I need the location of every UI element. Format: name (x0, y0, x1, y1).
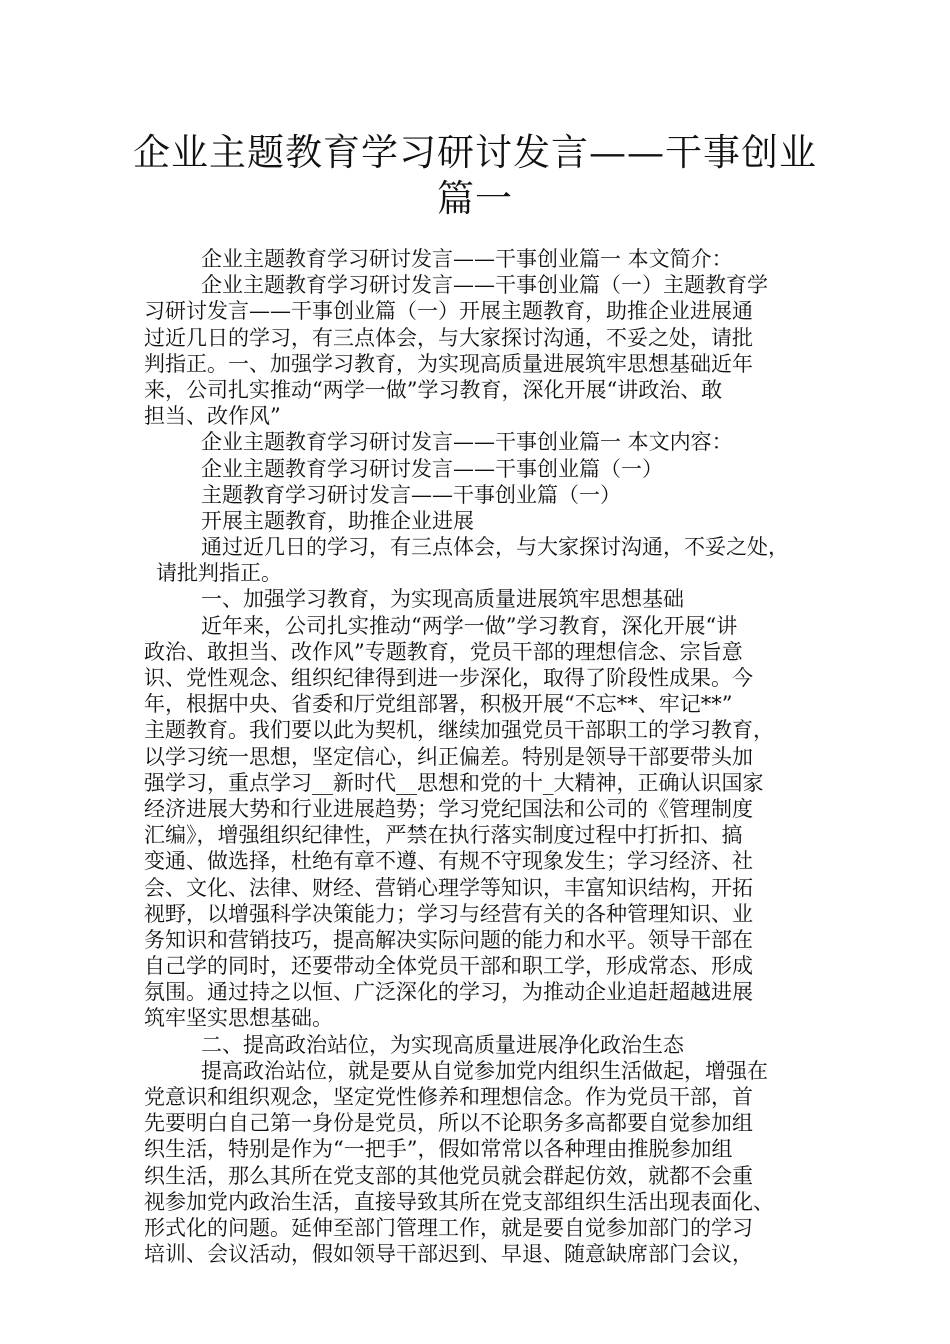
text-line: 强学习，重点学习__新时代__思想和党的十_大精神，正确认识国家 (144, 770, 764, 795)
text-line: 氛围。通过持之以恒、广泛深化的学习，为推动企业追赶超越进展 (144, 980, 753, 1005)
text-line: 以学习统一思想，坚定信心，纠正偏差。特别是领导干部要带头加 (144, 744, 753, 769)
text-line: 担当、改作风” (144, 404, 281, 429)
text-line: 视参加党内政治生活，直接导致其所在党支部组织生活出现表面化、 (144, 1189, 774, 1214)
text-line: 经济进展大势和行业进展趋势；学习党纪国法和公司的《管理制度 (144, 796, 753, 821)
text-line: 织生活，特别是作为“一把手”，假如常常以各种理由推脱参加组 (144, 1137, 733, 1162)
text-line: 开展主题教育，助推企业进展 (201, 508, 474, 533)
text-line: 企业主题教育学习研讨发言——干事创业篇（一） (201, 456, 663, 481)
text-line: 判指正。一、加强学习教育，为实现高质量进展筑牢思想基础近年 (144, 351, 753, 376)
text-line: 自己学的同时，还要带动全体党员干部和职工学，形成常态、形成 (144, 954, 753, 979)
text-line: 来，公司扎实推动“两学一做”学习教育，深化开展“讲政治、敢 (144, 377, 723, 402)
text-line: 请批判指正。 (156, 561, 282, 586)
text-line: 企业主题教育学习研讨发言——干事创业篇一 本文简介： (201, 247, 733, 271)
text-line: 主题教育。我们要以此为契机，继续加强党员干部职工的学习教育， (144, 718, 774, 743)
text-line: 企业主题教育学习研讨发言——干事创业篇（一）主题教育学 (201, 273, 768, 298)
text-line: 先要明白自己第一身份是党员，所以不论职务多高都要自觉参加组 (144, 1111, 753, 1136)
text-line: 提高政治站位，就是要从自觉参加党内组织生活做起，增强在 (201, 1058, 768, 1083)
text-line: 通过近几日的学习，有三点体会，与大家探讨沟通，不妥之处， (201, 535, 789, 560)
text-line: 汇编》，增强组织纪律性，严禁在执行落实制度过程中打折扣、搞 (144, 823, 743, 848)
text-line: 形式化的问题。延伸至部门管理工作，就是要自觉参加部门的学习 (144, 1215, 753, 1240)
text-line: 习研讨发言——干事创业篇（一）开展主题教育，助推企业进展通 (144, 299, 753, 324)
text-line: 年，根据中央、省委和厅党组部署，积极开展“不忘**、牢记**” (144, 692, 733, 717)
text-line: 二、提高政治站位，为实现高质量进展净化政治生态 (201, 1032, 684, 1057)
text-line: 培训、会议活动，假如领导干部迟到、早退、随意缺席部门会议， (144, 1242, 753, 1267)
text-line: 会、文化、法律、财经、营销心理学等知识，丰富知识结构，开拓 (144, 875, 753, 900)
text-line: 务知识和营销技巧，提高解决实际问题的能力和水平。领导干部在 (144, 927, 753, 952)
text-line: 筑牢坚实思想基础。 (144, 1006, 333, 1031)
text-line: 主题教育学习研讨发言——干事创业篇（一） (201, 482, 621, 507)
text-line: 识、党性观念、组织纪律得到进一步深化，取得了阶段性成果。今 (144, 666, 753, 690)
text-line: 织生活，那么其所在党支部的其他党员就会群起仿效，就都不会重 (144, 1163, 753, 1188)
text-line: 过近几日的学习，有三点体会，与大家探讨沟通，不妥之处，请批 (144, 325, 753, 350)
text-line: 企业主题教育学习研讨发言——干事创业篇一 本文内容： (201, 430, 733, 455)
document-title-line-1: 企业主题教育学习研讨发言——干事创业 (133, 131, 817, 174)
text-line: 一、加强学习教育，为实现高质量进展筑牢思想基础 (201, 587, 684, 612)
document-body (144, 246, 816, 1267)
text-line: 视野，以增强科学决策能力；学习与经营有关的各种管理知识、业 (144, 901, 753, 926)
text-line: 变通、做选择，杜绝有章不遵、有规不守现象发生；学习经济、社 (144, 849, 753, 874)
text-line: 党意识和组织观念，坚定党性修养和理想信念。作为党员干部，首 (144, 1085, 753, 1109)
text-line: 近年来，公司扎实推动“两学一做”学习教育，深化开展“讲 (201, 613, 738, 638)
document-title-line-2: 篇一 (437, 177, 513, 220)
text-line: 政治、敢担当、改作风”专题教育，党员干部的理想信念、宗旨意 (144, 639, 743, 664)
